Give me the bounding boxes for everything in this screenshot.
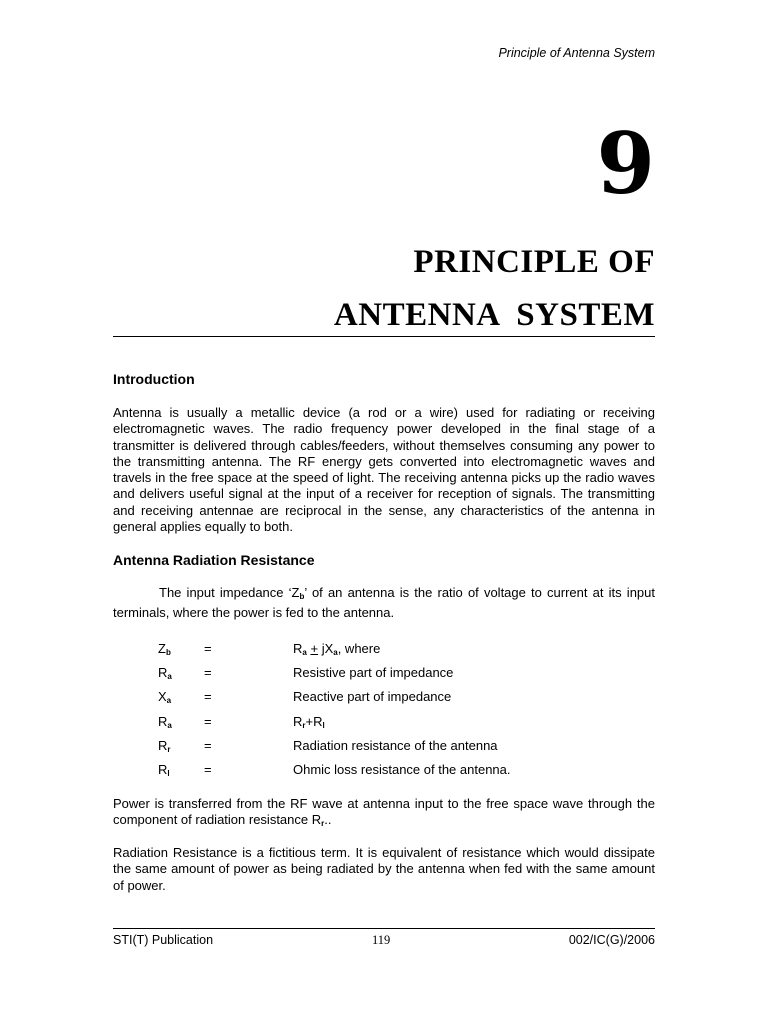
radiation-text-sub: b [299, 592, 305, 601]
equation-definition: Resistive part of impedance [293, 665, 454, 681]
equals-sign: = [204, 641, 212, 656]
power-text-before: Power is transferred from the RF wave at antenna input to the free space wave through the component of radiation resistance R [113, 796, 655, 828]
equation-symbol: $Z_b$ [158, 641, 171, 657]
chapter-title-line-2: ANTENNA SYSTEM [333, 297, 655, 333]
equation-definition: Reactive part of impedance [293, 689, 452, 705]
equation-symbol: $R_l$ [158, 762, 170, 778]
equals-sign: = [204, 762, 212, 777]
equation-definition: $R_a + jX_a$, where [293, 641, 381, 657]
equals-sign: = [204, 713, 212, 729]
equals-sign: = [204, 737, 212, 753]
equation-symbol: $X_a$ [158, 689, 172, 706]
intro-paragraph: Antenna is usually a metallic device (a rod or a wire) used for radiating or receiving electromagnetic waves. The radio frequency power developed in the final stage of a transmitter is delivered through cables/feeders, without themselves consuming any power to the transmitting antenna. The RF energy gets converted into electromagnetic waves and travels in the free space at the speed of light. The receiving antenna picks up the radio waves and delivers useful signal at the input of a receiver for reception of signals. The transmitting and receiving antennae are reciprocal in the sense, any characteristics of the antenna in general applies equally to both. [113, 405, 655, 535]
chapter-title [334, 236, 655, 342]
equals-sign: = [204, 689, 212, 705]
equation-definition: Ohmic loss resistance of the antenna. [293, 762, 511, 777]
equation-definition: $R_r+R_l$ [293, 713, 325, 730]
radiation-resistance-heading: Antenna Radiation Resistance [113, 552, 315, 568]
power-text-sub: r [321, 819, 325, 829]
footer-doc-code: 002/IC(G)/2006 [568, 933, 655, 947]
equals-sign: = [204, 665, 212, 681]
intro-heading: Introduction [113, 371, 195, 387]
equation-symbol: $R_a$ [158, 713, 172, 730]
running-header: Principle of Antenna System [498, 46, 655, 60]
chapter-title-line-1: PRINCIPLE OF [413, 244, 655, 280]
equation-symbol: $R_r$ [158, 737, 171, 754]
footer-divider [113, 928, 655, 929]
title-divider [113, 336, 655, 337]
radiation-text-after: ’ of an antenna is the ratio of voltage to current at its input terminals, where the power is fed to the antenna. [113, 585, 655, 621]
page-number: 119 [372, 933, 391, 947]
document-page [113, 0, 655, 1024]
fictitious-paragraph: Radiation Resistance is a fictitious term. It is equivalent of resistance which would dissipate the same amount of power as being radiated by the antenna when fed with the same amount of power. [113, 845, 655, 893]
equation-definition: Radiation resistance of the antenna [293, 737, 498, 753]
equation-symbol: $R_a$ [158, 665, 172, 682]
radiation-text-before: The input impedance ‘Z [159, 585, 300, 600]
radiation-paragraph [113, 585, 655, 622]
footer-publisher: STI(T) Publication [113, 933, 214, 947]
chapter-number: 9 [596, 114, 655, 213]
power-text-after: .. [324, 812, 332, 828]
power-paragraph [113, 796, 655, 833]
